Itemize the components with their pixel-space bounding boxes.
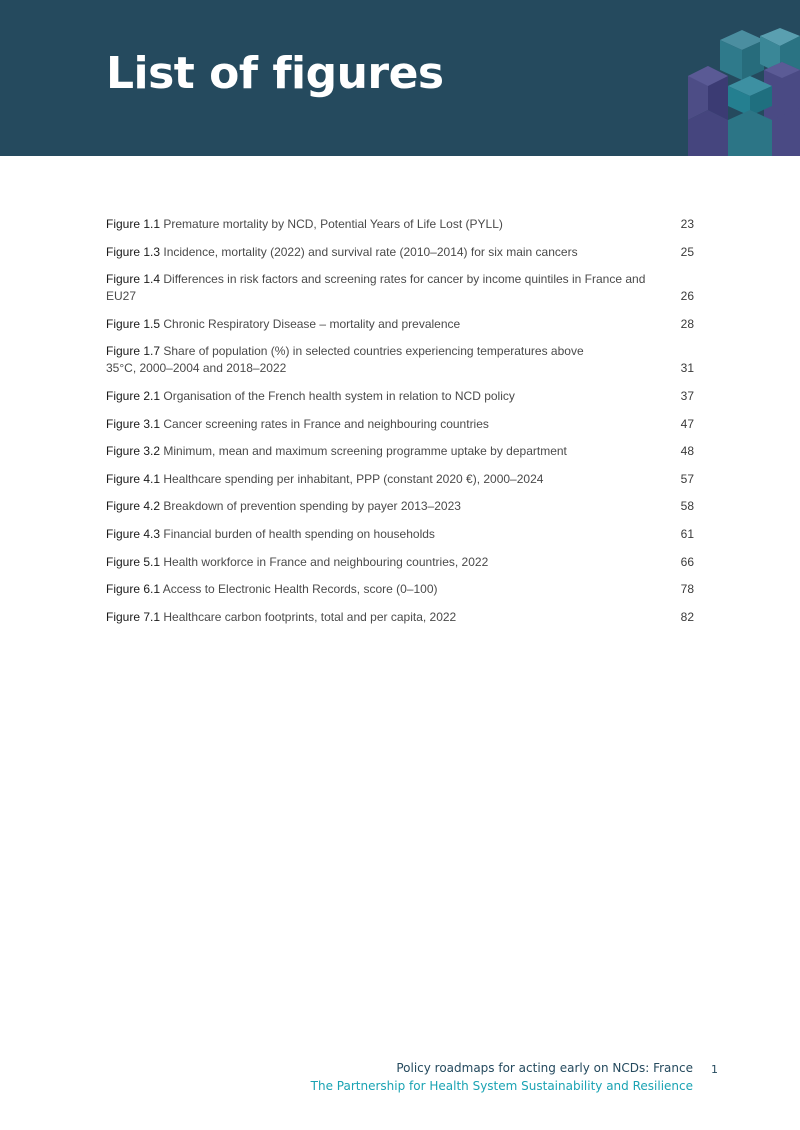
page-number: 25 xyxy=(680,244,694,259)
figure-title: Minimum, mean and maximum screening programme uptake by department xyxy=(163,444,567,459)
figure-label: Figure 1.5 xyxy=(106,316,161,331)
figure-label: Figure 1.4 xyxy=(106,272,161,287)
figure-label: Figure 5.1 xyxy=(106,554,161,569)
figure-title: Healthcare carbon footprints, total and per capita, 2022 xyxy=(163,609,457,624)
footer-page-number: 1 xyxy=(711,1063,718,1076)
list-item[interactable] xyxy=(106,471,694,488)
figure-title: Health workforce in France and neighbouring countries, 2022 xyxy=(163,554,489,569)
page-number: 23 xyxy=(680,217,694,231)
figure-label: Figure 2.1 xyxy=(106,388,161,403)
page-number: 58 xyxy=(680,499,694,514)
figure-title: Premature mortality by NCD, Potential Years of Life Lost (PYLL) xyxy=(163,217,503,231)
figure-label: Figure 4.1 xyxy=(106,471,161,486)
figure-label: Figure 6.1 xyxy=(106,582,161,597)
page-number: 48 xyxy=(680,444,694,459)
list-item[interactable] xyxy=(106,216,694,233)
figure-label: Figure 7.1 xyxy=(106,609,161,624)
figure-title: Organisation of the French health system in relation to NCD policy xyxy=(163,388,515,403)
figure-label: Figure 1.1 xyxy=(106,217,161,231)
figure-title: Differences in risk factors and screening rates for cancer by income quintiles in France and EU27 xyxy=(106,272,646,304)
list-item[interactable] xyxy=(106,498,694,515)
page-number: 61 xyxy=(680,526,694,541)
figure-title: Healthcare spending per inhabitant, PPP (constant 2020 €), 2000–2024 xyxy=(163,471,544,486)
list-item[interactable] xyxy=(106,443,694,460)
figure-title: Cancer screening rates in France and neighbouring countries xyxy=(163,416,489,431)
list-item[interactable] xyxy=(106,271,694,305)
figure-title: Breakdown of prevention spending by payer 2013–2023 xyxy=(163,499,461,514)
page-number: 37 xyxy=(680,388,694,403)
figure-label: Figure 1.7 xyxy=(106,344,161,359)
figure-label: Figure 3.1 xyxy=(106,416,161,431)
page-number: 47 xyxy=(680,416,694,431)
figure-title: Access to Electronic Health Records, score (0–100) xyxy=(162,582,438,597)
page-number: 66 xyxy=(680,554,694,569)
figure-label: Figure 4.3 xyxy=(106,526,161,541)
list-item[interactable] xyxy=(106,416,694,433)
page-number: 28 xyxy=(680,316,694,331)
list-item[interactable] xyxy=(106,609,694,626)
page-number: 57 xyxy=(680,471,694,486)
list-item[interactable] xyxy=(106,343,694,377)
header-banner xyxy=(0,0,800,156)
list-item[interactable] xyxy=(106,581,694,598)
isometric-cubes-icon xyxy=(660,0,800,156)
figure-label: Figure 3.2 xyxy=(106,444,161,459)
figure-title: Financial burden of health spending on households xyxy=(163,526,435,541)
figure-title: Incidence, mortality (2022) and survival rate (2010–2014) for six main cancers xyxy=(163,244,578,259)
page-number: 31 xyxy=(680,361,694,376)
list-item[interactable] xyxy=(106,244,694,261)
footer-report-title: Policy roadmaps for acting early on NCDs: France xyxy=(396,1061,693,1075)
figure-label: Figure 4.2 xyxy=(106,499,161,514)
list-item[interactable] xyxy=(106,316,694,333)
figure-title: Chronic Respiratory Disease – mortality and prevalence xyxy=(163,316,461,331)
page-number: 78 xyxy=(680,582,694,597)
figures-list xyxy=(106,216,694,636)
figure-title: Share of population (%) in selected countries experiencing temperatures above 35°C, 2000–2004 and 2018–2022 xyxy=(106,344,584,376)
page-number: 82 xyxy=(680,609,694,624)
page-title: List of figures xyxy=(106,48,444,99)
list-item[interactable] xyxy=(106,388,694,405)
list-item[interactable] xyxy=(106,526,694,543)
footer-partnership: The Partnership for Health System Sustainability and Resilience xyxy=(310,1079,693,1093)
page-number: 26 xyxy=(680,289,694,304)
list-item[interactable] xyxy=(106,554,694,571)
figure-label: Figure 1.3 xyxy=(106,244,161,259)
